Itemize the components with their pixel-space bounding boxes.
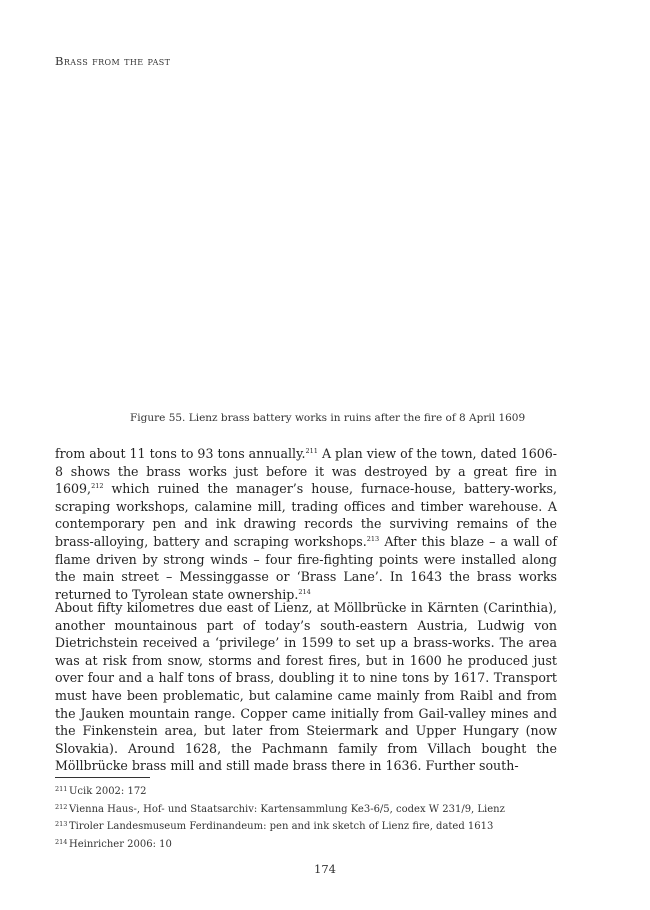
footnote (55, 782, 557, 800)
footnote-number: 211 (55, 785, 68, 793)
footnote-text: Ucik 2002: 172 (69, 786, 147, 797)
footnote-number: 212 (55, 802, 68, 811)
footnote-number: 213 (55, 820, 68, 828)
figure-image-area (55, 80, 557, 400)
footnote-divider (55, 777, 150, 778)
footnotes (55, 782, 557, 852)
footnote-text: Vienna Haus-, Hof- und Staatsarchiv: Kartensammlung Ke3-6/5, codex W 231/9, Lienz (69, 803, 505, 815)
figure-caption: Figure 55. Lienz brass battery works in ruins after the fire of 8 April 1609 (130, 412, 526, 424)
footnote-ref: 212 (91, 482, 104, 491)
footnote-ref: 211 (305, 447, 318, 455)
footnote-text: Tiroler Landesmuseum Ferdinandeum: pen and ink sketch of Lienz fire, dated 1613 (69, 821, 494, 832)
footnote (55, 817, 557, 835)
footnote (55, 800, 557, 818)
footnote (55, 835, 557, 853)
footnote-ref: 214 (298, 587, 311, 596)
footnote-text: Heinricher 2006: 10 (69, 838, 172, 850)
page-number: 174 (314, 862, 336, 876)
footnote-ref: 213 (366, 534, 380, 543)
footnote-number: 214 (55, 837, 68, 846)
running-head: Brass from the past (55, 54, 171, 68)
body-paragraph-2: About fifty kilometres due east of Lienz, at Möllbrücke in Kärnten (Carinthia), another mountainous part of today’s south-eastern Austria, Ludwig von Dietrichstein received a ‘privilege’ in 1599 to set up a brass-works. The area was at risk from snow, storms and forest fires, but in 1600 he produced just over four and a half tons of brass, doubling it to nine tons by 1617. Transport must have been problematic, but calamine came mainly from Raibl and from the Jauken mountain range. Copper came initially from Gail-valley mines and the Finkenstein area, but later from Steiermark and Upper Hungary (now Slovakia). Around 1628, the Pachmann family from Villach bought the Möllbrücke brass mill and still made brass there in 1636. Further south- (55, 600, 557, 774)
body-paragraph-1: from about 11 tons to 93 tons annually.$^{211}$ A plan view of the town, dated 1606-8 shows the brass works just before it was destroyed by a great fire in 1609,$^{212}$ which ruined the manager’s house, furnace-house, battery-works, scraping workshops, calamine mill, trading offices and timber warehouse. A contemporary pen and ink drawing records the surviving remains of the brass-alloying, battery and scraping workshops.$^{213}$ After this blaze – a wall of flame driven by strong winds – four fire-fighting points were installed along the main street – Messinggasse or ‘Brass Lane’. In 1643 the brass works returned to Tyrolean state ownership.$^{214}$ (55, 446, 558, 602)
